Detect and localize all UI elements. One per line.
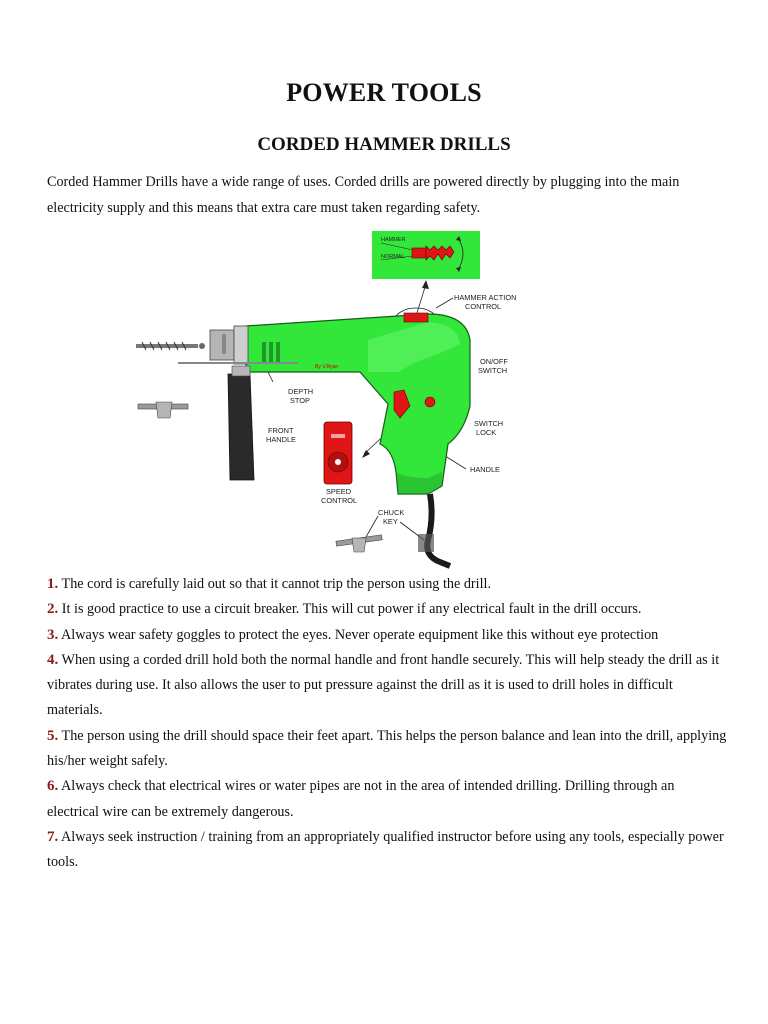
rule-text: It is good practice to use a circuit breaker. This will cut power if any electrical fault in the drill occurs. xyxy=(61,601,642,618)
rule-number: 2. xyxy=(47,601,59,618)
speed-control xyxy=(324,422,352,484)
rule-number: 4. xyxy=(47,651,59,668)
depth-stop-label: DEPTH STOP xyxy=(288,387,314,405)
rule-text: When using a corded drill hold both the normal handle and front handle securely. This will help steady the drill as it vibrates during use. It also allows the user to put pressure against the drill as it is used to drill holes in difficult materials. xyxy=(47,651,720,719)
depth-stop-rod xyxy=(178,362,298,364)
hammer-action-control xyxy=(404,313,428,322)
hammer-mode-inset xyxy=(372,231,480,279)
intro-paragraph: Corded Hammer Drills have a wide range of uses. Corded drills are powered directly by plugging into the main electricity supply and this means that extra care must taken regarding safety. xyxy=(47,174,680,216)
hammer-action-control-label: HAMMER ACTION CONTROL xyxy=(454,293,517,311)
rule-item xyxy=(47,572,727,597)
on-off-switch-label: ON/OFF SWITCH xyxy=(478,357,508,375)
rule-item xyxy=(47,648,727,724)
rule-number: 1. xyxy=(47,576,59,592)
rule-item xyxy=(47,724,727,775)
rule-item xyxy=(47,774,727,825)
power-cord xyxy=(427,494,450,566)
rule-item xyxy=(47,623,727,648)
rule-number: 5. xyxy=(47,727,59,744)
switch-lock-button xyxy=(425,397,435,407)
rule-text: Always seek instruction / training from an appropriately qualified instructor before using any tools, especially power tools. xyxy=(47,828,724,871)
chuck-key-left xyxy=(138,402,188,418)
rule-item xyxy=(47,825,727,876)
front-handle xyxy=(228,374,254,480)
speed-control-label: SPEED CONTROL xyxy=(321,487,358,505)
rule-text: Always check that electrical wires or water pipes are not in the area of intended drilling. Drilling through an electrical wire can be extremely dangerous. xyxy=(47,778,675,820)
chuck-key-bottom xyxy=(336,535,382,552)
safety-rules-list xyxy=(47,572,727,876)
page-subtitle: CORDED HAMMER DRILLS xyxy=(257,134,511,155)
rule-item xyxy=(47,597,727,622)
switch-lock-label: SWITCH LOCK xyxy=(474,419,504,437)
drill-body xyxy=(246,314,470,494)
front-handle-label: FRONT HANDLE xyxy=(266,426,296,444)
inset-normal-label: NORMAL xyxy=(381,254,405,260)
page-title: POWER TOOLS xyxy=(286,78,482,107)
rule-number: 3. xyxy=(47,626,59,643)
drill-chuck xyxy=(199,326,248,364)
hammer-drill-diagram xyxy=(128,222,648,572)
handle-label: HANDLE xyxy=(470,465,500,474)
rule-text: The cord is carefully laid out so that it cannot trip the person using the drill. xyxy=(61,576,492,592)
rule-text: The person using the drill should space their feet apart. This helps the person balance and lean into the drill, applying his/her weight safely. xyxy=(47,727,727,770)
rule-text: Always wear safety goggles to protect the eyes. Never operate equipment like this without eye protection xyxy=(61,626,659,643)
rule-number: 7. xyxy=(47,828,59,845)
rule-number: 6. xyxy=(47,778,59,795)
chuck-key-label: CHUCK KEY xyxy=(378,508,405,526)
credit-label: By V.Ryan xyxy=(315,364,339,370)
inset-hammer-label: HAMMER xyxy=(381,237,406,243)
